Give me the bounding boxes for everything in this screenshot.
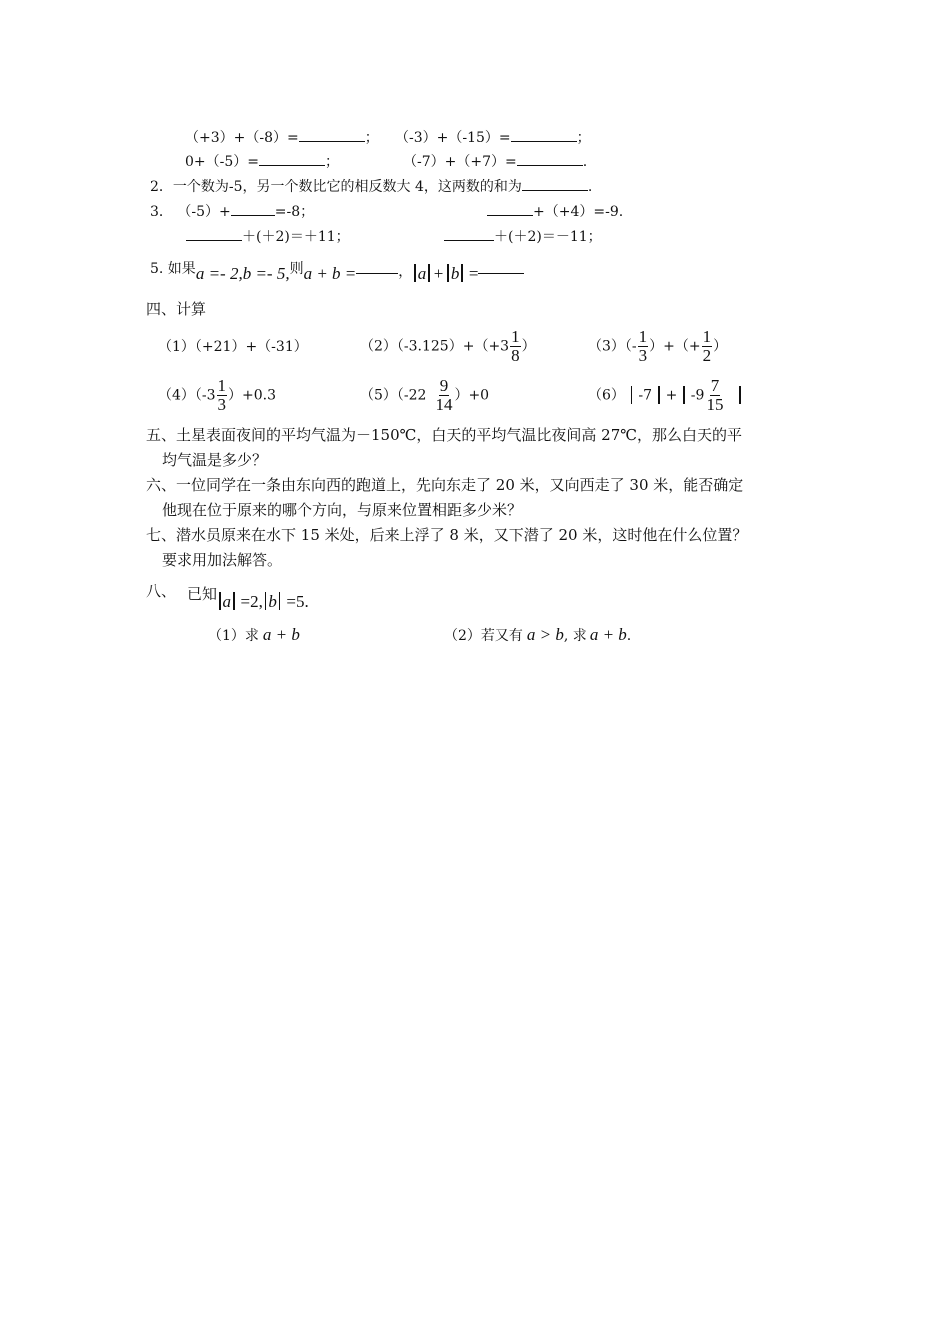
- q3d-line: [444, 230, 602, 244]
- section8-sub2-expr: a + b: [589, 625, 627, 644]
- section8-sub1-expr: a + b: [262, 625, 300, 644]
- problem-6: [588, 377, 743, 414]
- problem-2-close: ）: [521, 338, 536, 355]
- problem-5-label: （5）（-22: [360, 387, 427, 404]
- problem-3: [588, 328, 727, 365]
- q1a-blank[interactable]: [299, 141, 365, 142]
- q5-abs-bar: [461, 264, 463, 282]
- problem-6-fraction: [705, 377, 724, 414]
- q1c-line: [185, 155, 339, 169]
- problem-6-plus: +: [665, 387, 678, 404]
- q1a-line: [185, 131, 379, 145]
- q5-expr: a + b =: [303, 264, 357, 283]
- q3d-end: ＋(＋2)＝－11；: [494, 229, 602, 245]
- abs-bar: [631, 386, 633, 404]
- q5-condition: a =- 2,b =- 5,: [195, 264, 290, 283]
- problem-6-inner: -9: [690, 387, 705, 404]
- abs-bar: [683, 386, 685, 404]
- section7-line-2: 要求用加法解答。: [162, 551, 283, 569]
- q3b-line: [487, 205, 623, 219]
- problem-2: [360, 328, 536, 365]
- section8-label: 八、: [146, 582, 177, 600]
- section8-given: [187, 584, 309, 611]
- q1c-blank[interactable]: [259, 165, 325, 166]
- fraction-numerator: 1: [511, 327, 520, 346]
- problem-3-fraction-1: [638, 328, 649, 365]
- fraction-numerator: 7: [710, 376, 720, 395]
- q5-line: [150, 258, 524, 283]
- q5-abs-bar: [428, 264, 430, 282]
- problem-3-close: ）: [713, 338, 728, 355]
- q5-b: b: [450, 264, 460, 283]
- problem-3-mid: ）+（+: [649, 338, 701, 355]
- q1d-line: [403, 155, 587, 169]
- abs-bar: [279, 592, 281, 610]
- section8-eq5: =5.: [286, 592, 309, 611]
- abs-bar: [658, 386, 660, 404]
- q3d-blank[interactable]: [444, 240, 494, 241]
- section8-known: 已知: [187, 585, 218, 603]
- q3-label: 3．: [150, 204, 173, 220]
- q5-answer-line-2[interactable]: [478, 273, 524, 274]
- q3a-blank[interactable]: [231, 215, 275, 216]
- abs-bar: [739, 386, 741, 404]
- q3b-blank[interactable]: [487, 215, 533, 216]
- fraction-denominator: 2: [702, 345, 712, 365]
- problem-3-label: （3）（-: [588, 338, 637, 355]
- problem-2-fraction: [510, 328, 521, 365]
- q5-label: 5. 如果: [150, 261, 196, 277]
- section8-sub1-label: （1）求: [208, 628, 259, 644]
- q1c-semicolon: ；: [325, 154, 340, 170]
- problem-4-label: （4）（-3: [158, 387, 216, 404]
- fraction-numerator: 1: [638, 327, 648, 346]
- q5-comma: ，: [398, 264, 413, 280]
- section4-title: 四、计算: [146, 300, 207, 318]
- q1b-line: [395, 131, 591, 145]
- problem-4: [158, 377, 276, 414]
- section8-sub2-end: .: [626, 628, 632, 644]
- abs-bar: [265, 592, 267, 610]
- q1d-expr: （-7）+（+7）=: [403, 154, 517, 170]
- q3a-end: =-8；: [274, 204, 315, 220]
- problem-6-label: （6）: [588, 387, 625, 404]
- q3b-end: +（+4）=-9.: [533, 204, 624, 220]
- abs-bar: [233, 592, 235, 610]
- problem-3-fraction-2: [702, 328, 713, 365]
- q5-plus: +: [433, 264, 444, 283]
- q1a-expr: （+3）+（-8）=: [185, 130, 299, 146]
- fraction-numerator: 9: [439, 376, 449, 395]
- section8-sub2: [444, 626, 631, 643]
- section5-line-1: 五、土星表面夜间的平均气温为－150℃，白天的平均气温比夜间高 27℃，那么白天的平: [146, 426, 743, 444]
- q2-blank[interactable]: [522, 190, 588, 191]
- fraction-numerator: 1: [702, 327, 712, 346]
- section7-line-1: 七、潜水员原来在水下 15 米处，后来上浮了 8 米，又下潜了 20 米，这时他在什么位置？: [146, 526, 748, 544]
- q5-abs-bar: [447, 264, 449, 282]
- fraction-denominator: 3: [638, 345, 648, 365]
- q5-abs-bar: [414, 264, 416, 282]
- q3c-end: ＋(＋2)＝＋11；: [242, 229, 350, 245]
- q3-line: [150, 205, 314, 219]
- section5-line-2: 均气温是多少？: [162, 451, 268, 469]
- q5-answer-line-1[interactable]: [356, 273, 398, 274]
- q1a-semicolon: ；: [364, 130, 379, 146]
- section8-b: b: [268, 592, 277, 611]
- q2-text: 2．一个数为-5，另一个数比它的相反数大 4，这两数的和为: [150, 179, 522, 195]
- problem-6-mid: -7: [638, 387, 653, 404]
- q1d-period: .: [582, 154, 588, 170]
- problem-5: [360, 377, 489, 414]
- section8-eq2: =2,: [240, 592, 263, 611]
- q3a-expr: （-5）+: [177, 204, 231, 220]
- q1b-semicolon: ；: [576, 130, 591, 146]
- q2-period: .: [587, 179, 593, 195]
- q3c-line: [186, 230, 350, 244]
- section6-line-1: 六、一位同学在一条由东向西的跑道上，先向东走了 20 米，又向西走了 30 米，能否确定: [146, 476, 744, 494]
- section6-line-2: 他现在位于原来的哪个方向，与原来位置相距多少米？: [162, 501, 523, 519]
- fraction-denominator: 14: [435, 394, 453, 414]
- q3c-blank[interactable]: [186, 240, 242, 241]
- q1b-blank[interactable]: [511, 141, 577, 142]
- q5-then: 则: [289, 261, 304, 277]
- q5-a: a: [417, 264, 427, 283]
- section8-sub1: [208, 626, 300, 643]
- problem-4-fraction: [217, 377, 228, 414]
- fraction-denominator: 15: [706, 394, 724, 414]
- problem-5-close: ）+0: [454, 387, 490, 404]
- section8-a: a: [222, 592, 232, 611]
- abs-bar: [219, 592, 221, 610]
- section8-sub2-label: （2）若又有: [444, 628, 523, 644]
- section8-sub2-cond: a > b: [526, 625, 564, 644]
- fraction-denominator: 3: [217, 394, 227, 414]
- section8-sub2-mid: , 求: [563, 628, 587, 644]
- problem-2-label: （2）（-3.125）+（+3: [360, 338, 510, 355]
- problem-5-fraction: [434, 377, 453, 414]
- q5-eq: =: [468, 264, 479, 283]
- problem-1: （1）（+21）+（-31）: [158, 339, 308, 355]
- q1c-expr: 0+（-5）=: [185, 154, 260, 170]
- problem-4-close: ）+0.3: [228, 387, 277, 404]
- q2-line: [150, 180, 592, 194]
- fraction-numerator: 1: [217, 376, 227, 395]
- q1d-blank[interactable]: [517, 165, 583, 166]
- q1b-expr: （-3）+（-15）=: [395, 130, 511, 146]
- fraction-denominator: 8: [511, 345, 520, 365]
